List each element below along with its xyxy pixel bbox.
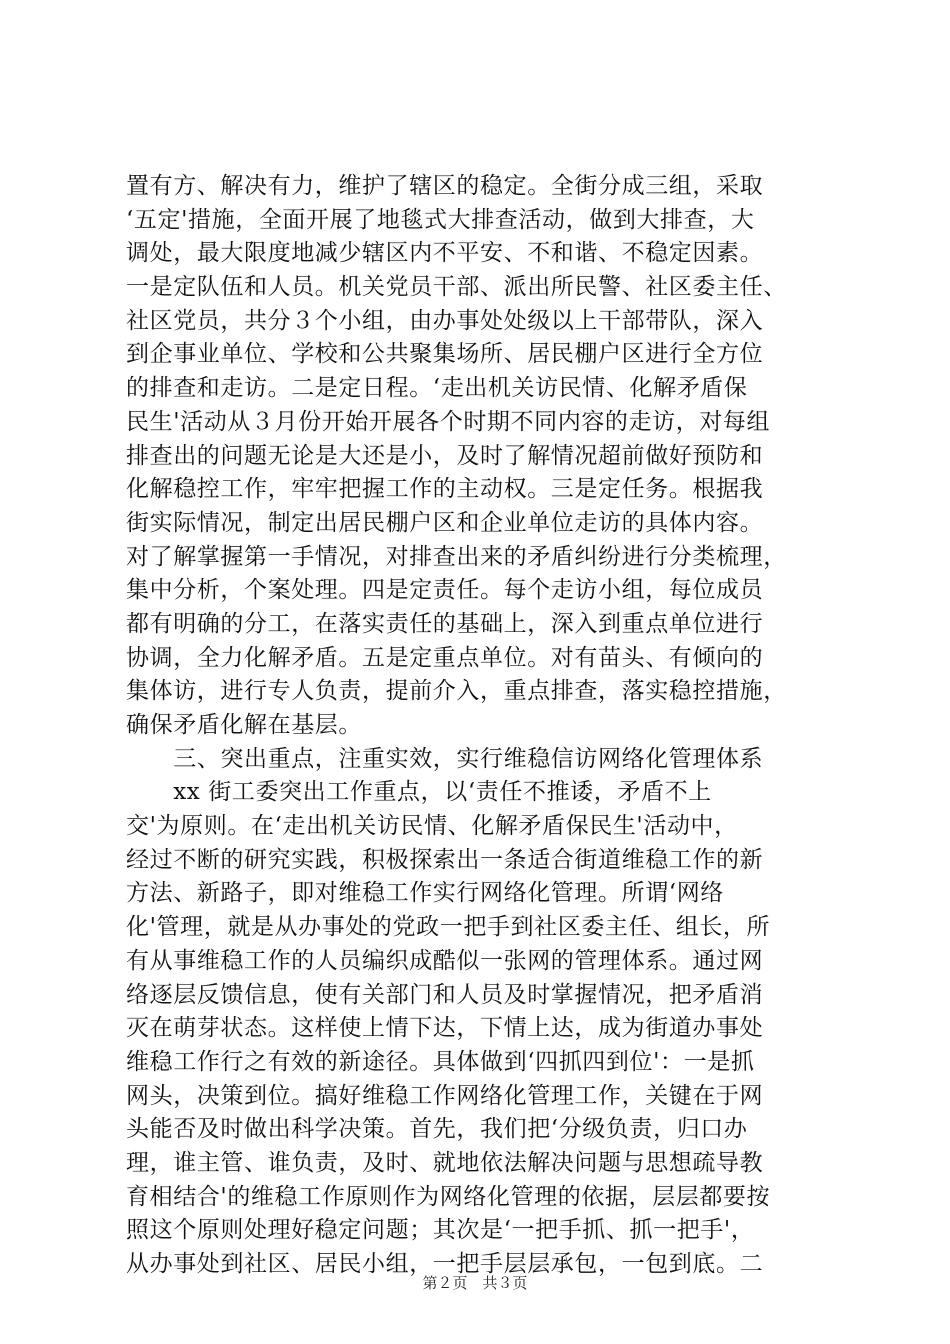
text-line: 络逐层反馈信息，使有关部门和人员及时掌握情况，把矛盾消 xyxy=(126,981,764,1008)
text-line: 置有方、解决有力，维护了辖区的稳定。全街分成三组，采取 xyxy=(126,173,764,199)
text-line: 社区党员，共分３个小组，由办事处处级以上干部带队，深入 xyxy=(126,307,764,334)
text-line: 都有明确的分工，在落实责任的基础上，深入到重点单位进行 xyxy=(126,610,764,637)
text-line: 到企事业单位、学校和公共聚集场所、居民棚户区进行全方位 xyxy=(126,341,764,368)
text-line: 协调，全力化解矛盾。五是定重点单位。对有苗头、有倾向的 xyxy=(126,644,764,671)
text-line: 维稳工作行之有效的新途径。具体做到‘四抓四到位'：一是抓 xyxy=(126,1048,755,1075)
text-line: 理，谁主管、谁负责，及时、就地依法解决问题与思想疏导教 xyxy=(126,1149,764,1176)
text-line: 三、突出重点，注重实效，实行维稳信访网络化管理体系 xyxy=(126,745,764,772)
text-line: 对了解掌握第一手情况，对排查出来的矛盾纠纷进行分类梳理， xyxy=(126,543,787,570)
text-line: xx 街工委突出工作重点，以‘责任不推诿，矛盾不上 xyxy=(126,779,712,806)
text-line: 有从事维稳工作的人员编织成酷似一张网的管理体系。通过网 xyxy=(126,947,764,974)
text-line: 从办事处到社区、居民小组，一把手层层承包，一包到底。二 xyxy=(126,1251,764,1277)
text-line: 方法、新路子，即对维稳工作实行网络化管理。所谓‘网络 xyxy=(126,880,724,907)
text-line: ‘五定'措施，全面开展了地毯式大排查活动，做到大排查，大 xyxy=(126,206,755,233)
text-line: 街实际情况，制定出居民棚户区和企业单位走访的具体内容。 xyxy=(126,509,764,536)
text-line: 网头，决策到位。搞好维稳工作网络化管理工作，关键在于网 xyxy=(126,1082,764,1109)
text-line: 照这个原则处理好稳定问题；其次是‘一把手抓、抓一把手'， xyxy=(126,1217,755,1244)
page-footer: 第２页 共３页 xyxy=(422,1274,528,1292)
text-line: 化'管理，就是从办事处的党政一把手到社区委主任、组长，所 xyxy=(126,914,771,941)
text-line: 头能否及时做出科学决策。首先，我们把‘分级负责，归口办 xyxy=(126,1116,748,1143)
text-line: 确保矛盾化解在基层。 xyxy=(126,712,362,738)
text-line: 一是定队伍和人员。机关党员干部、派出所民警、社区委主任、 xyxy=(126,274,787,301)
text-line: 民生'活动从３月份开始开展各个时期不同内容的走访，对每组 xyxy=(126,408,771,435)
text-line: 排查出的问题无论是大还是小，及时了解情况超前做好预防和 xyxy=(126,442,764,469)
text-line: 集体访，进行专人负责，提前介入，重点排查，落实稳控措施， xyxy=(126,678,787,705)
text-line: 化解稳控工作，牢牢把握工作的主动权。三是定任务。根据我 xyxy=(126,476,764,503)
text-line: 经过不断的研究实践，积极探索出一条适合街道维稳工作的新 xyxy=(126,846,764,873)
text-line: 育相结合'的维稳工作原则作为网络化管理的依据，层层都要按 xyxy=(126,1183,771,1210)
text-line: 集中分析，个案处理。四是定责任。每个走访小组，每位成员 xyxy=(126,577,764,604)
text-line: 的排查和走访。二是定日程。‘走出机关访民情、化解矛盾保 xyxy=(126,375,748,402)
body-text xyxy=(126,170,836,1282)
text-line: 灭在萌芽状态。这样使上情下达，下情上达，成为街道办事处 xyxy=(126,1015,764,1042)
text-line: 交'为原则。在‘走出机关访民情、化解矛盾保民生'活动中， xyxy=(126,813,738,840)
text-line: 调处，最大限度地减少辖区内不平安、不和谐、不稳定因素。 xyxy=(126,240,764,267)
